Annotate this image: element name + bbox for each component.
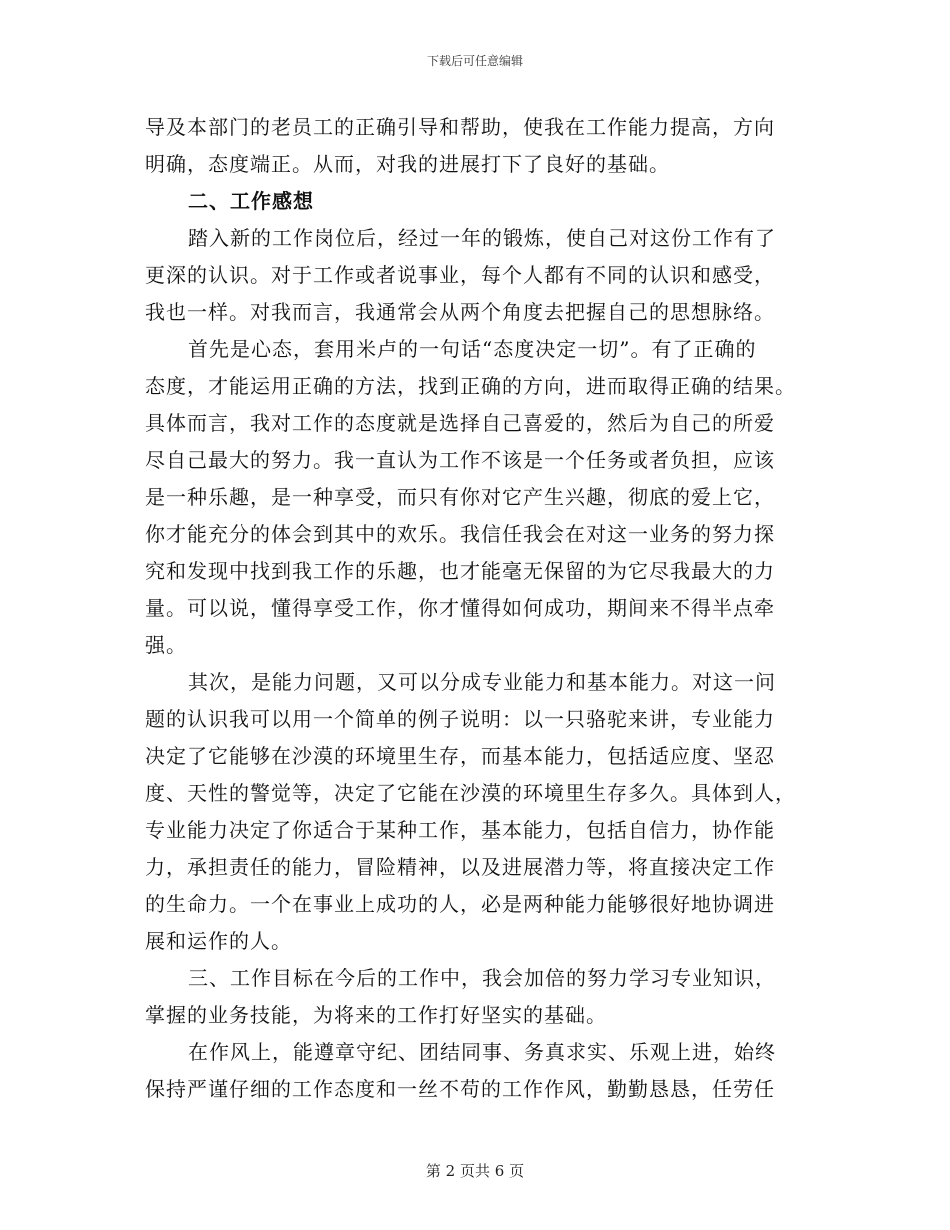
body-line: 专业能力决定了你适合于某种工作，基本能力，包括自信力，协作能 (145, 818, 775, 842)
paragraph-first-line: 踏入新的工作岗位后，经过一年的锻炼，使自己对这份工作有了 (188, 226, 776, 250)
body-line: 度、天性的警觉等，决定了它能在沙漠的环境里生存多久。具体到人， (145, 781, 796, 805)
body-line: 我也一样。对我而言，我通常会从两个角度去把握自己的思想脉络。 (145, 300, 775, 324)
page-header: 下载后可任意编辑 (426, 54, 523, 68)
body-line: 强。 (145, 633, 187, 657)
body-line: 具体而言，我对工作的态度就是选择自己喜爱的，然后为自己的所爱 (145, 411, 775, 435)
body-line: 量。可以说，懂得享受工作，你才懂得如何成功，期间来不得半点牵 (145, 596, 775, 620)
paragraph-first-line: 其次，是能力问题，又可以分成专业能力和基本能力。对这一问 (188, 670, 776, 694)
body-line: 题的认识我可以用一个简单的例子说明：以一只骆驼来讲，专业能力 (145, 707, 775, 731)
body-line: 力，承担责任的能力，冒险精神，以及进展潜力等，将直接决定工作 (145, 855, 775, 879)
paragraph-first-line: 三、工作目标在今后的工作中，我会加倍的努力学习专业知识， (188, 966, 776, 990)
body-line: 掌握的业务技能，为将来的工作打好坚实的基础。 (145, 1003, 607, 1027)
body-line: 是一种乐趣，是一种享受，而只有你对它产生兴趣，彻底的爱上它， (145, 485, 775, 509)
body-line: 导及本部门的老员工的正确引导和帮助，使我在工作能力提高，方向 (145, 115, 775, 139)
body-line: 决定了它能够在沙漠的环境里生存，而基本能力，包括适应度、坚忍 (145, 744, 775, 768)
body-line: 究和发现中找到我工作的乐趣，也才能毫无保留的为它尽我最大的力 (145, 559, 775, 583)
page-footer: 第 2 页共 6 页 (425, 1162, 525, 1180)
paragraph-first-line: 在作风上，能遵章守纪、团结同事、务真求实、乐观上进，始终 (188, 1040, 776, 1064)
body-line: 的生命力。一个在事业上成功的人，必是两种能力能够很好地协调进 (145, 892, 775, 916)
paragraph-first-line: 首先是心态，套用米卢的一句话“态度决定一切”。有了正确的 (188, 337, 757, 361)
section-heading: 二、工作感想 (188, 189, 314, 213)
body-line: 展和运作的人。 (145, 929, 292, 953)
body-line: 你才能充分的体会到其中的欢乐。我信任我会在对这一业务的努力探 (145, 522, 775, 546)
body-line: 更深的认识。对于工作或者说事业，每个人都有不同的认识和感受， (145, 263, 775, 287)
body-line: 保持严谨仔细的工作态度和一丝不苟的工作作风，勤勤恳恳，任劳任 (145, 1077, 775, 1101)
body-line: 态度，才能运用正确的方法，找到正确的方向，进而取得正确的结果。 (145, 374, 796, 398)
body-line: 尽自己最大的努力。我一直认为工作不该是一个任务或者负担，应该 (145, 448, 775, 472)
body-line: 明确，态度端正。从而，对我的进展打下了良好的基础。 (145, 152, 670, 176)
